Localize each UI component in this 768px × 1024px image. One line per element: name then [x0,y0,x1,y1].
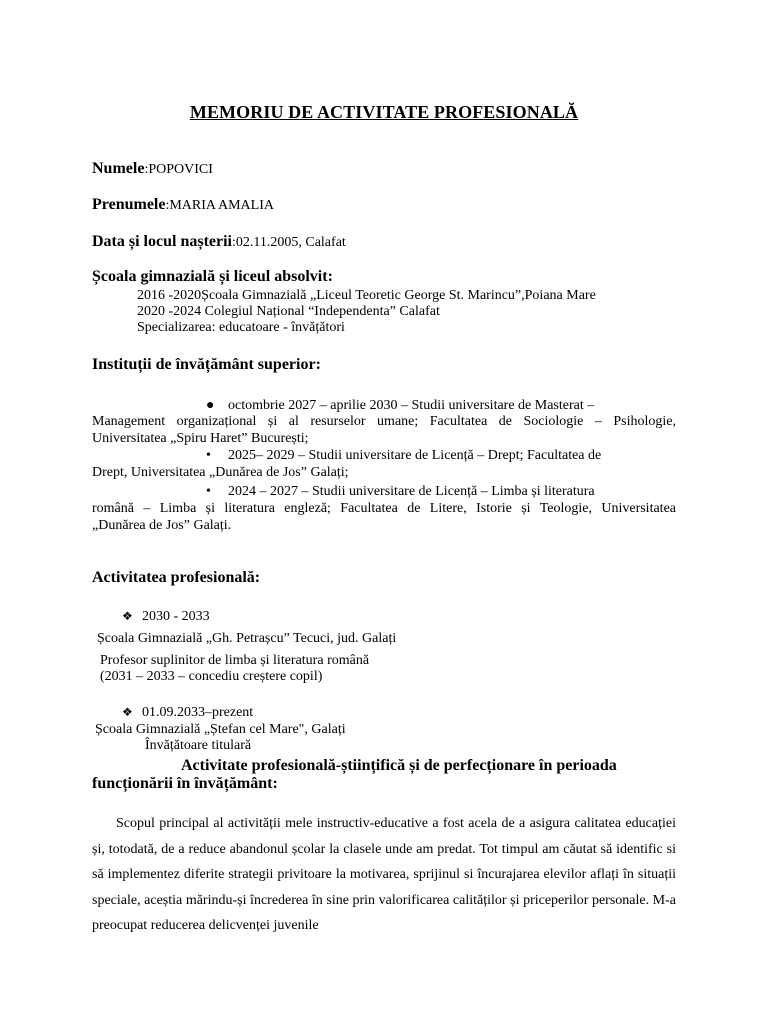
numele-value: :POPOVICI [144,162,213,177]
institutii-item-1-first: ● octombrie 2027 – aprilie 2030 – Studii universitare de Masterat – [206,398,595,413]
institutii-item-1-second: Management organizațional și al resurselor umane; Facultatea de Sociologie – Psihologie, [92,414,676,429]
institutii-heading: Instituții de învățământ superior: [92,356,321,373]
activitatea-heading: Activitatea profesională: [92,569,261,586]
scoala-line-1: 2016 -2020Școala Gimnazială „Liceul Teoretic George St. Marincu”,Poiana Mare [137,288,596,303]
stiintifica-heading-line-1: Activitate profesională-științifică și de perfecționare în perioada [181,757,617,774]
diamond-bullet-icon: ❖ [122,609,133,623]
institutii-item-2-first: • 2025– 2029 – Studii universitare de Licență – Drept; Facultatea de [206,448,602,463]
numele-label: Numele [92,160,145,177]
scoala-line-2: 2020 -2024 Colegiul Național “Independenta” Calafat [137,304,440,319]
activitatea-entry-1-school: Școala Gimnazială „Gh. Petrașcu” Tecuci, jud. Galați [97,631,397,646]
activitatea-entry-1-role: Profesor suplinitor de limba și literatura română [100,653,370,668]
prenumele-label: Prenumele [92,196,166,213]
data-nasterii-label: Data și locul nașterii [92,233,232,250]
bullet-icon: • [206,448,211,463]
diamond-bullet-icon: ❖ [122,705,133,719]
institutii-item-3-first: • 2024 – 2027 – Studii universitare de Licență – Limba și literatura [206,484,595,499]
bullet-icon: ● [206,398,215,413]
activitatea-entry-2-role: Învățătoare titulară [145,738,252,753]
institutii-item-2-second: Drept, Universitatea „Dunărea de Jos” Galați; [92,465,349,480]
activitatea-entry-1-note: (2031 – 2033 – concediu creștere copil) [100,669,323,684]
stiintifica-heading-line-2: funcționării în învățământ: [92,775,278,792]
activitatea-entry-2-period: ❖ 01.09.2033–prezent [122,705,254,720]
scoala-line-3: Specializarea: educatoare - învățători [137,320,345,335]
scoala-heading: Școala gimnazială și liceul absolvit: [92,268,333,285]
data-nasterii-value: :02.11.2005, Calafat [232,235,346,250]
institutii-item-3-second: română – Limba și literatura engleză; Facultatea de Litere, Istorie și Teologie, Universitatea [92,501,676,516]
institutii-item-1-third: Universitatea „Spiru Haret” București; [92,431,309,446]
prenumele-value: :MARIA AMALIA [165,198,274,213]
stiintifica-heading [92,757,676,793]
field-prenumele [92,196,274,214]
page-title: MEMORIU DE ACTIVITATE PROFESIONALĂ [189,102,579,122]
field-numele [92,160,213,178]
bullet-icon: • [206,484,211,499]
institutii-item-3-third: „Dunărea de Jos” Galați. [92,518,232,533]
field-data-nasterii [92,233,346,251]
stiintifica-paragraph: Scopul principal al activității mele instructiv-educative a fost acela de a asigura calitatea educației și, totodată, de a reduce abandonul școlar la clasele unde am predat. Tot timpul am căutat să identific si să implementez diferite strategii privitoare la motivarea, sprijinul si încurajarea elevilor aflați în situații speciale, aceștia mărindu-și încrederea în sine prin valorificarea calităților și priceperilor personale. M-a preocupat reducerea delicvenței juvenile [92,816,676,934]
activitatea-entry-2-school: Școala Gimnazială „Ștefan cel Mare", Galați [95,722,346,737]
activitatea-entry-1-period: ❖ 2030 - 2033 [122,609,210,624]
